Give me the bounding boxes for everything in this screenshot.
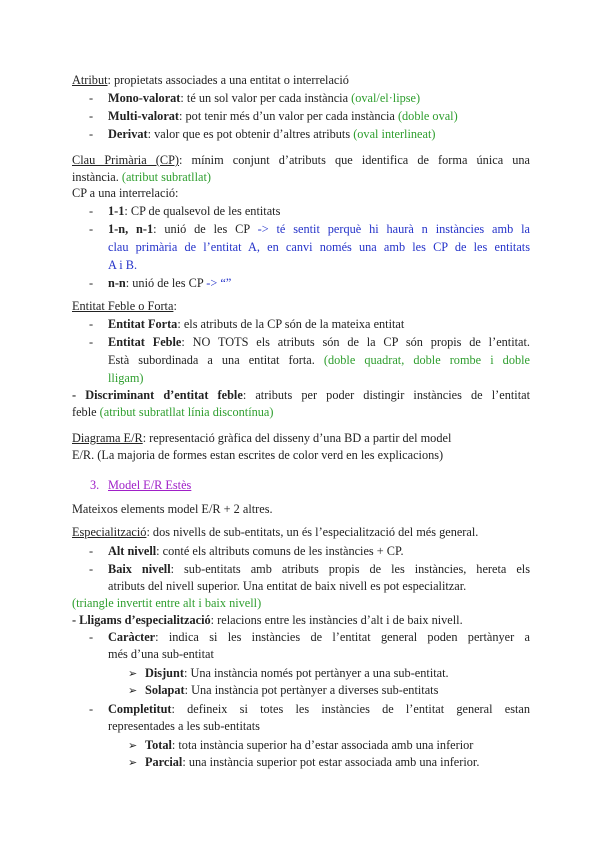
section-heading-link[interactable]: Model E/R Estès [108, 478, 192, 492]
mateixos-line: Mateixos elements model E/R + 2 altres. [72, 502, 273, 516]
clau-primaria-definition: Clau Primària (CP): mínim conjunt d’atributs que identifica de forma única una [72, 153, 531, 167]
list-item-continuation: lligam) [108, 371, 144, 385]
bullet-dash: - [89, 630, 94, 644]
diagrama-definition: Diagrama E/R: representació gràfica del disseny d’una BD a partir del model [72, 431, 452, 445]
list-item: Completitut: defineix si totes les instàncies de l’entitat general estan [108, 702, 530, 716]
especialitzacio-definition: Especialització: dos nivells de sub-entitats, un és l’especialització del més general. [72, 525, 479, 539]
list-item: 1-1: CP de qualsevol de les entitats [108, 204, 281, 218]
bullet-dash: - [89, 335, 94, 349]
sub-list-item: Disjunt: Una instància només pot pertànyer a una sub-entitat. [145, 666, 449, 680]
arrow-bullet-icon: ➢ [128, 685, 138, 697]
sub-list-item: Parcial: una instància superior pot estar associada amb una inferior. [145, 755, 480, 769]
bullet-dash: - [89, 702, 94, 716]
list-item: 1-n, n-1: unió de les CP -> té sentit perquè hi haurà n instàncies amb la [108, 222, 530, 236]
list-item: Derivat: valor que es pot obtenir d’altres atributs (oval interlineat) [108, 127, 436, 141]
bullet-dash: - [89, 204, 94, 218]
lligams-definition: - Lligams d’especialització: relacions entre les instàncies d’alt i de baix nivell. [72, 613, 463, 627]
diagrama-line2: E/R. (La majoria de formes estan escrites de color verd en les explicacions) [72, 448, 444, 462]
sub-list-item: Total: tota instància superior ha d’estar associada amb una inferior [145, 738, 474, 752]
list-item: Entitat Forta: els atributs de la CP són de la mateixa entitat [108, 317, 405, 331]
list-item-continuation: Està subordinada a una entitat forta. (doble quadrat, doble rombe i doble [108, 353, 530, 367]
bullet-dash: - [89, 562, 94, 576]
bullet-dash: - [89, 222, 94, 236]
atribut-definition: Atribut: propietats associades a una entitat o interrelació [72, 73, 349, 87]
list-item: Mono-valorat: té un sol valor per cada instància (oval/el·lipse) [108, 91, 421, 105]
bullet-dash: - [89, 276, 94, 290]
list-item-continuation: representades a les sub-entitats [108, 719, 260, 733]
arrow-bullet-icon: ➢ [128, 757, 138, 769]
list-item-continuation: atributs del nivell superior. Una entitat de baix nivell es pot especialitzar. [108, 579, 467, 593]
bullet-dash: - [89, 544, 94, 558]
arrow-bullet-icon: ➢ [128, 740, 138, 752]
especialitzacio-note: (triangle invertit entre alt i baix nivell) [72, 596, 262, 610]
section-number: 3. [90, 478, 100, 492]
list-item-continuation: clau primària de l’entitat A, en canvi només una amb les CP de les entitats [108, 240, 530, 254]
sub-list-item: Solapat: Una instància pot pertànyer a diverses sub-entitats [145, 683, 439, 697]
atribut-term: Atribut [72, 73, 108, 87]
bullet-dash: - [89, 109, 94, 123]
bullet-dash: - [89, 317, 94, 331]
discriminant-line2: feble (atribut subratllat línia discontínua) [72, 405, 274, 419]
cp-interrelacio-heading: CP a una interrelació: [72, 186, 179, 200]
list-item-continuation: més d’una sub-entitat [108, 647, 214, 661]
discriminant-definition: - Discriminant d’entitat feble: atributs per poder distingir instàncies de l’entitat [72, 388, 530, 402]
list-item: n-n: unió de les CP -> “” [108, 276, 232, 290]
list-item: Caràcter: indica si les instàncies de l’entitat general poden pertànyer a [108, 630, 530, 644]
list-item: Multi-valorat: pot tenir més d’un valor per cada instància (doble oval) [108, 109, 458, 123]
bullet-dash: - [89, 91, 94, 105]
arrow-bullet-icon: ➢ [128, 668, 138, 680]
bullet-dash: - [89, 127, 94, 141]
clau-primaria-line2: instància. (atribut subratllat) [72, 170, 211, 184]
list-item-continuation: A i B. [108, 258, 138, 272]
list-item: Entitat Feble: NO TOTS els atributs són de la CP són propis de l’entitat. [108, 335, 530, 349]
list-item: Alt nivell: conté els altributs comuns de les instàncies + CP. [108, 544, 404, 558]
entitat-heading: Entitat Feble o Forta: [72, 299, 177, 313]
list-item: Baix nivell: sub-entitats amb atributs propis de les instàncies, hereta els [108, 562, 530, 576]
